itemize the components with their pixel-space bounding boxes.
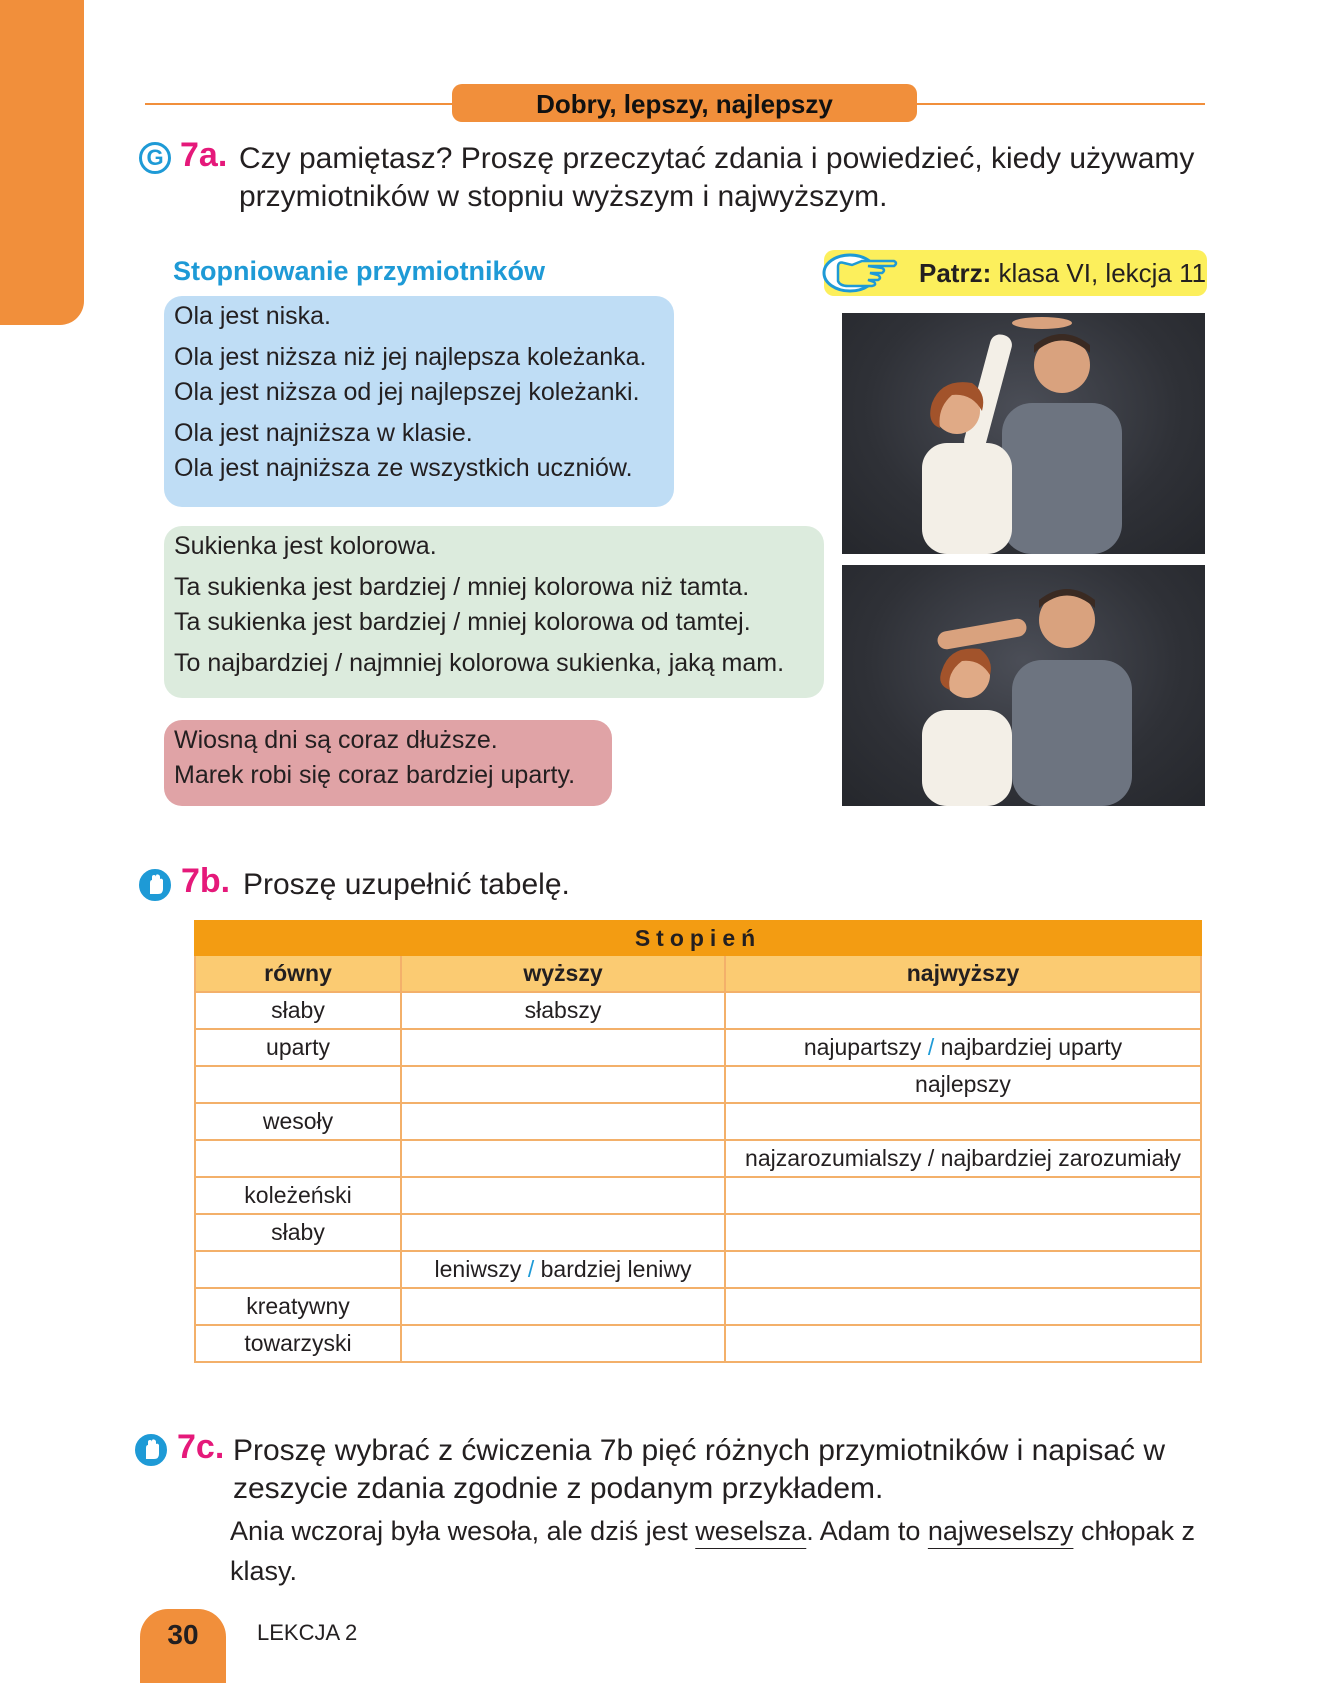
table-cell (725, 1251, 1201, 1288)
table-cell (195, 1251, 401, 1288)
grammar-line: Ola jest najniższa ze wszystkich uczniów. (174, 454, 633, 482)
table-cell (195, 1140, 401, 1177)
table-cell (401, 1029, 725, 1066)
table-cell: koleżeński (195, 1177, 401, 1214)
table-cell: słaby (195, 1214, 401, 1251)
side-tab (0, 0, 84, 325)
grammar-line: Ola jest niska. (174, 302, 332, 330)
table-row (195, 1103, 1201, 1140)
exercise-7a-line1: Czy pamiętasz? Proszę przeczytać zdania i powiedzieć, kiedy używamy (239, 142, 1195, 175)
table-row (195, 1251, 1201, 1288)
column-header: równy (195, 955, 401, 992)
grammar-heading: Stopniowanie przymiotników (173, 256, 546, 286)
table-cell-part: leniwszy (434, 1256, 522, 1282)
grammar-line: Wiosną dni są coraz dłuższe. (174, 726, 498, 754)
grammar-line: Ola jest niższa od jej najlepszej koleżanki. (174, 378, 640, 406)
table-row (195, 1029, 1201, 1066)
example-sentence-line2: klasy. (230, 1556, 298, 1586)
grammar-icon: G (139, 142, 171, 174)
photo-figures-2 (842, 565, 1205, 806)
reference-label: Patrz: (919, 258, 992, 288)
example-answer: najweselszy (927, 1516, 1074, 1546)
page-title: Dobry, lepszy, najlepszy (452, 84, 917, 122)
table-row (195, 992, 1201, 1029)
exercise-7a-line2: przymiotników w stopniu wyższym i najwyższym. (239, 180, 888, 213)
table-cell (725, 992, 1201, 1029)
table-cell (401, 1140, 725, 1177)
grammar-line: To najbardziej / najmniej kolorowa sukienka, jaką mam. (174, 649, 785, 677)
hand-icon (139, 869, 171, 901)
table-cell (725, 1325, 1201, 1362)
grammar-line: Sukienka jest kolorowa. (174, 532, 437, 560)
exercise-7b-number: 7b. (181, 862, 231, 900)
exercise-7c-number: 7c. (177, 1428, 225, 1466)
grammar-line: Ta sukienka jest bardziej / mniej kolorowa od tamtej. (174, 608, 751, 636)
photo-height-comparison-2 (842, 565, 1205, 806)
exercise-7b-text: Proszę uzupełnić tabelę. (243, 868, 570, 901)
table-cell (725, 1214, 1201, 1251)
example-text: . Adam to (806, 1516, 921, 1546)
example-answer: weselsza (695, 1516, 807, 1546)
table-cell: najupartszy / najbardziej uparty (725, 1029, 1201, 1066)
table-row (195, 1066, 1201, 1103)
table-cell (725, 1177, 1201, 1214)
table-row (195, 1288, 1201, 1325)
table-cell-part: najupartszy (803, 1034, 922, 1060)
photo-height-comparison-1 (842, 313, 1205, 554)
table-cell (401, 1325, 725, 1362)
table-cell (401, 1177, 725, 1214)
grammar-box-pink (164, 720, 612, 806)
table-cell (195, 1066, 401, 1103)
column-header: wyższy (401, 955, 725, 992)
column-header: najwyższy (725, 955, 1201, 992)
table-row (195, 1325, 1201, 1362)
table-cell-part: bardziej leniwy (540, 1256, 692, 1282)
grammar-box-blue (164, 296, 674, 507)
reference-text: klasa VI, lekcja 11 (998, 258, 1207, 288)
exercise-7c-line1: Proszę wybrać z ćwiczenia 7b pięć różnych przymiotników i napisać w (233, 1434, 1166, 1467)
grammar-line: Ta sukienka jest bardziej / mniej kolorowa niż tamta. (174, 573, 750, 601)
table-title: Stopień (195, 921, 1201, 955)
example-text: Ania wczoraj była wesoła, ale dziś jest (230, 1516, 688, 1546)
exercise-7a-number: 7a. (180, 136, 228, 174)
table-row (195, 1177, 1201, 1214)
photo-figures-1 (842, 313, 1205, 554)
table-cell (401, 1214, 725, 1251)
example-sentence-line1 (230, 1516, 1195, 1547)
table-cell-part: najbardziej uparty (940, 1034, 1123, 1060)
table-cell: wesoły (195, 1103, 401, 1140)
table-cell: słaby (195, 992, 401, 1029)
table-cell: najlepszy (725, 1066, 1201, 1103)
table-cell: kreatywny (195, 1288, 401, 1325)
table-cell (401, 1103, 725, 1140)
table-cell: najzarozumialszy / najbardziej zarozumiały (725, 1140, 1201, 1177)
table-cell (401, 1288, 725, 1325)
grammar-line: Ola jest najniższa w klasie. (174, 419, 473, 447)
table-cell (725, 1103, 1201, 1140)
table-cell (725, 1288, 1201, 1325)
grammar-line: Marek robi się coraz bardziej uparty. (174, 761, 576, 789)
table-row (195, 1140, 1201, 1177)
grammar-line: Ola jest niższa niż jej najlepsza koleżanka. (174, 343, 647, 371)
lesson-label: LEKCJA 2 (257, 1620, 358, 1645)
pointing-hand-icon (822, 253, 902, 293)
table-row (195, 1214, 1201, 1251)
comparison-table (194, 920, 1202, 1363)
page-number: 30 (140, 1609, 226, 1683)
table-cell: towarzyski (195, 1325, 401, 1362)
example-text: chłopak z (1080, 1516, 1196, 1546)
table-cell (401, 1066, 725, 1103)
hand-icon (135, 1434, 167, 1466)
table-cell: leniwszy / bardziej leniwy (401, 1251, 725, 1288)
grammar-box-green (164, 526, 824, 698)
table-cell: uparty (195, 1029, 401, 1066)
table-cell: słabszy (401, 992, 725, 1029)
exercise-7c-line2: zeszycie zdania zgodnie z podanym przykładem. (233, 1472, 884, 1505)
